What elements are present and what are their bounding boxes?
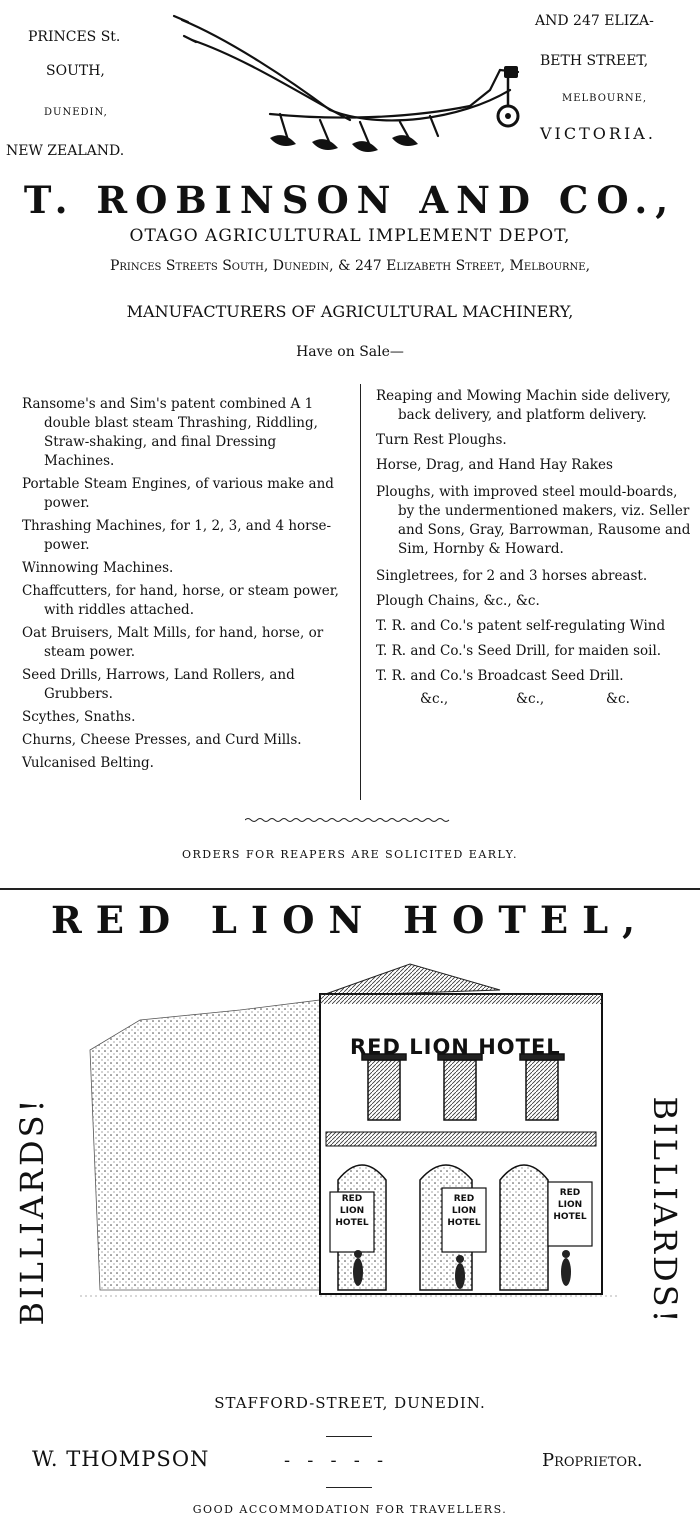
sign-text: LION bbox=[339, 1206, 365, 1216]
column-divider bbox=[360, 384, 361, 800]
have-on-sale: Have on Sale— bbox=[296, 344, 404, 360]
proprietor-name: W. THOMPSON bbox=[32, 1447, 210, 1471]
header-left-line-1: PRINCES St. bbox=[28, 29, 121, 45]
list-item: Chaffcutters, for hand, horse, or steam power, with riddles attached. bbox=[22, 583, 339, 618]
sign-text: HOTEL bbox=[447, 1218, 481, 1228]
header-right-line-1: AND 247 ELIZA- bbox=[535, 13, 654, 29]
sign-text: HOTEL bbox=[335, 1218, 369, 1228]
depot-title: OTAGO AGRICULTURAL IMPLEMENT DEPOT, bbox=[129, 226, 571, 246]
list-item: Ransome's and Sim's patent combined A 1 double blast steam Thrashing, Riddling, Straw-shaking, and final Dressing Machines. bbox=[22, 396, 318, 469]
short-rule bbox=[326, 1487, 372, 1488]
etc-1: &c., bbox=[420, 691, 449, 707]
window-sign-left bbox=[330, 1193, 374, 1229]
list-item: Plough Chains, &c., &c. bbox=[376, 593, 540, 609]
list-item: Thrashing Machines, for 1, 2, 3, and 4 horse-power. bbox=[22, 518, 332, 553]
wavy-rule bbox=[245, 816, 450, 824]
short-rule bbox=[326, 1436, 372, 1437]
list-item: Singletrees, for 2 and 3 horses abreast. bbox=[376, 568, 648, 584]
sign-text: LION bbox=[451, 1206, 477, 1216]
addresses: Princes Streets South, Dunedin, & 247 Elizabeth Street, Melbourne, bbox=[109, 258, 591, 274]
orders-notice: ORDERS FOR REAPERS ARE SOLICITED EARLY. bbox=[182, 848, 518, 861]
header-left-line-4: NEW ZEALAND. bbox=[6, 143, 125, 159]
header-right-line-2: BETH STREET, bbox=[540, 53, 649, 69]
etc-row bbox=[376, 690, 694, 712]
sign-text: RED bbox=[559, 1188, 581, 1198]
list-item: Scythes, Snaths. bbox=[22, 709, 136, 725]
etc-3: &c. bbox=[606, 691, 630, 707]
hotel-title: RED LION HOTEL, bbox=[51, 898, 649, 942]
list-item: Churns, Cheese Presses, and Curd Mills. bbox=[22, 732, 302, 748]
sign-text: RED bbox=[453, 1194, 475, 1204]
list-item: T. R. and Co.'s patent self-regulating Wind bbox=[376, 618, 666, 634]
header-right-line-3: MELBOURNE, bbox=[562, 93, 648, 104]
building-sign: RED LION HOTEL bbox=[350, 1035, 561, 1059]
right-item-list bbox=[376, 387, 694, 712]
list-item: T. R. and Co.'s Seed Drill, for maiden soil. bbox=[376, 643, 662, 659]
header-left-line-3: DUNEDIN, bbox=[44, 107, 108, 118]
list-item: Oat Bruisers, Malt Mills, for hand, horse, or steam power. bbox=[22, 625, 324, 660]
window-sign-center bbox=[442, 1193, 486, 1229]
sign-text: RED bbox=[341, 1194, 363, 1204]
window-sign-right bbox=[548, 1187, 592, 1223]
header-right-line-4: VICTORIA. bbox=[540, 124, 656, 143]
hotel-illustration bbox=[80, 960, 620, 1340]
hotel-address: STAFFORD-STREET, DUNEDIN. bbox=[214, 1394, 486, 1412]
section-separator bbox=[0, 888, 700, 890]
list-item: Reaping and Mowing Machin side delivery, back delivery, and platform delivery. bbox=[376, 388, 671, 423]
manufacturers-title: MANUFACTURERS OF AGRICULTURAL MACHINERY, bbox=[126, 302, 574, 321]
billiards-left: BILLIARDS! bbox=[13, 1096, 51, 1326]
list-item: T. R. and Co.'s Broadcast Seed Drill. bbox=[376, 668, 624, 684]
leader-dashes: - - - - - bbox=[284, 1450, 384, 1471]
list-item: Horse, Drag, and Hand Hay Rakes bbox=[376, 457, 613, 473]
list-item: Turn Rest Ploughs. bbox=[376, 432, 507, 448]
list-item: Seed Drills, Harrows, Land Rollers, and Grubbers. bbox=[22, 667, 295, 702]
footer-notice: GOOD ACCOMMODATION FOR TRAVELLERS. bbox=[192, 1503, 508, 1516]
billiards-right: BILLIARDS! bbox=[646, 1096, 684, 1326]
plough-illustration bbox=[170, 10, 530, 160]
list-item: Winnowing Machines. bbox=[22, 560, 174, 576]
list-item: Ploughs, with improved steel mould-boards, by the undermentioned makers, viz. Seller and Sons, Gray, Barrowman, Rausome and Sim, Hornby & Howard. bbox=[376, 484, 691, 557]
sign-text: HOTEL bbox=[553, 1212, 587, 1222]
list-item: Vulcanised Belting. bbox=[22, 755, 154, 771]
company-name: T. ROBINSON AND CO., bbox=[23, 178, 677, 222]
proprietor-label: Proprietor. bbox=[542, 1450, 643, 1471]
header-left-line-2: SOUTH, bbox=[46, 63, 105, 79]
sign-text: LION bbox=[557, 1200, 583, 1210]
etc-2: &c., bbox=[516, 691, 545, 707]
left-item-list bbox=[22, 395, 347, 777]
list-item: Portable Steam Engines, of various make and power. bbox=[22, 476, 334, 511]
